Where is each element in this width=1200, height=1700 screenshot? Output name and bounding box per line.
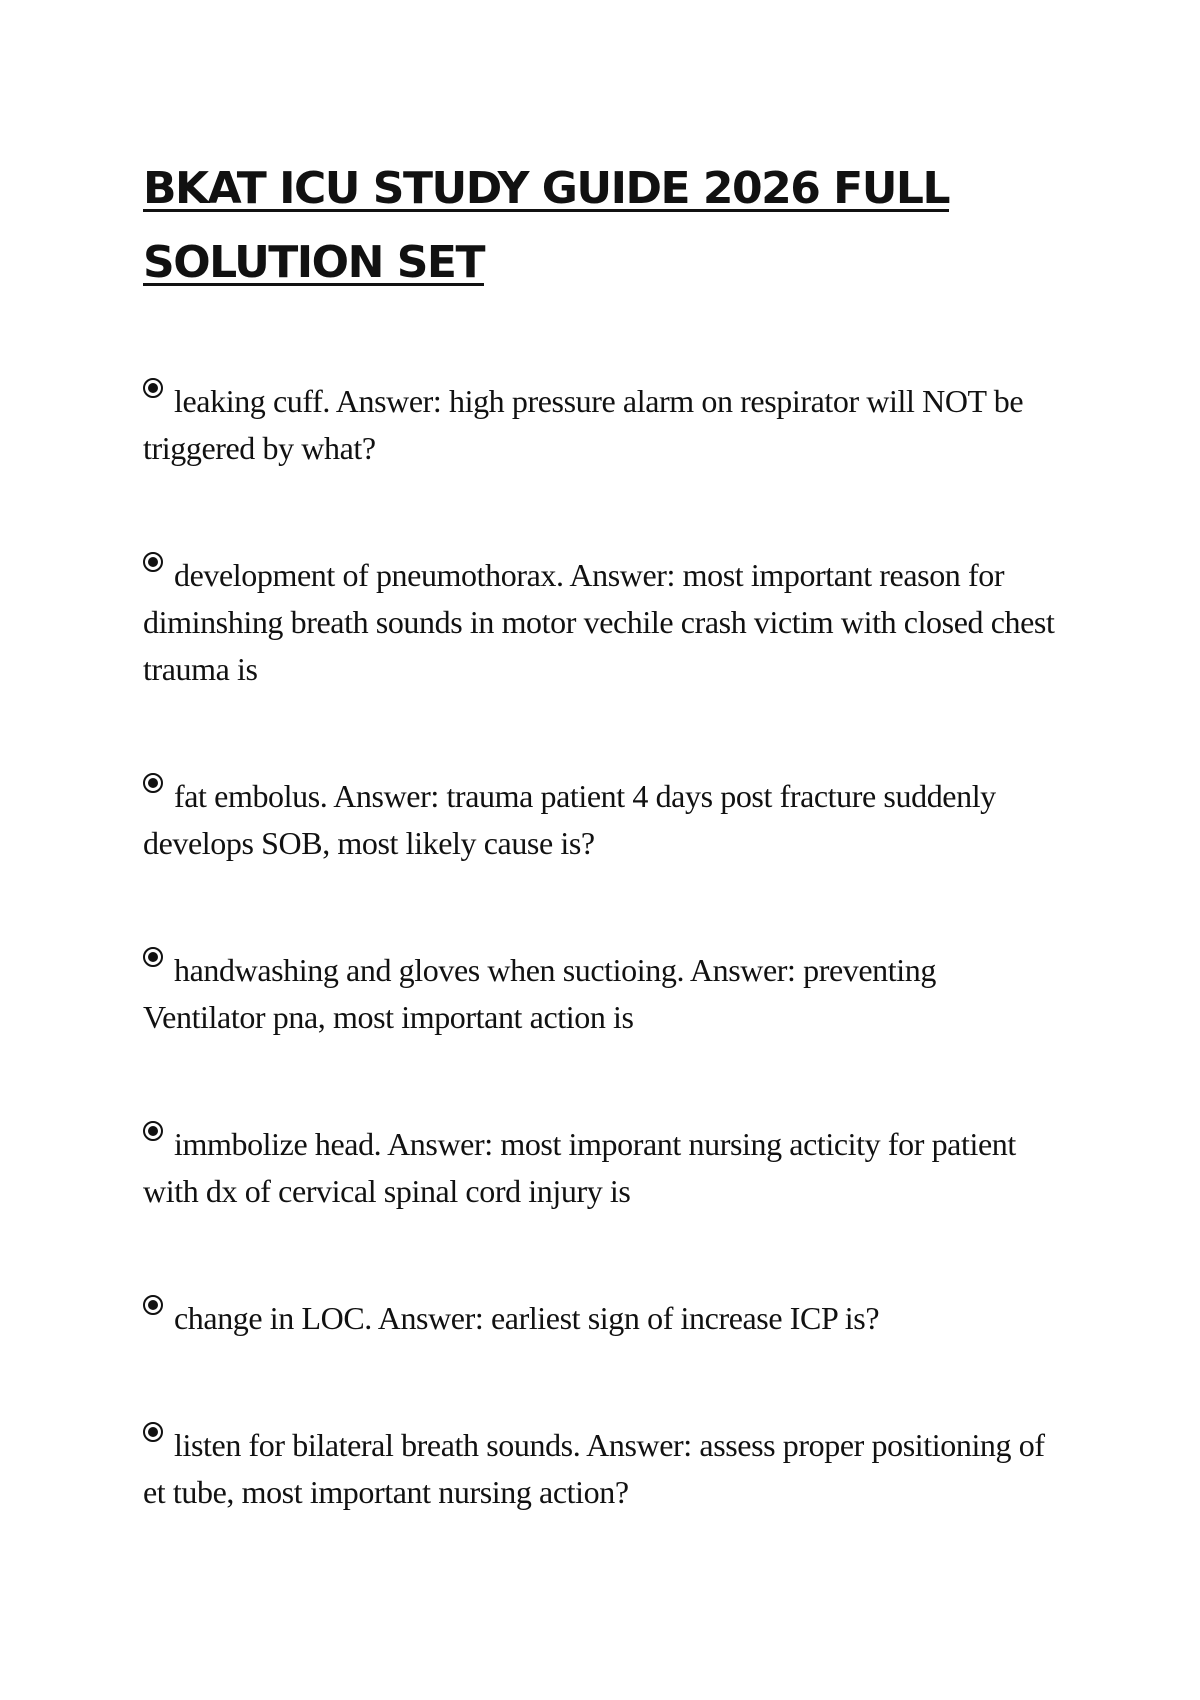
fisheye-bullet-icon bbox=[143, 552, 163, 572]
qa-item bbox=[143, 947, 1063, 1041]
qa-item-text: development of pneumothorax. Answer: most important reason for diminshing breath sounds in motor vechile crash victim with closed chest trauma is bbox=[143, 557, 1055, 687]
fisheye-bullet-icon bbox=[143, 1121, 163, 1141]
qa-item bbox=[143, 552, 1063, 693]
qa-item-text: fat embolus. Answer: trauma patient 4 days post fracture suddenly develops SOB, most likely cause is? bbox=[143, 778, 996, 861]
qa-item-text: listen for bilateral breath sounds. Answer: assess proper positioning of et tube, most important nursing action? bbox=[143, 1427, 1045, 1510]
qa-item bbox=[143, 773, 1063, 867]
document-title: BKAT ICU STUDY GUIDE 2026 FULL SOLUTION SET bbox=[143, 163, 949, 288]
qa-item bbox=[143, 378, 1063, 472]
qa-item bbox=[143, 1422, 1063, 1516]
qa-item-text: immbolize head. Answer: most imporant nursing acticity for patient with dx of cervical spinal cord injury is bbox=[143, 1126, 1016, 1209]
qa-item bbox=[143, 1121, 1063, 1215]
qa-list bbox=[143, 378, 1063, 1516]
qa-item-text: change in LOC. Answer: earliest sign of increase ICP is? bbox=[174, 1300, 880, 1336]
fisheye-bullet-icon bbox=[143, 1422, 163, 1442]
fisheye-bullet-icon bbox=[143, 378, 163, 398]
fisheye-bullet-icon bbox=[143, 1295, 163, 1315]
fisheye-bullet-icon bbox=[143, 773, 163, 793]
qa-item bbox=[143, 1295, 1063, 1342]
qa-item-text: leaking cuff. Answer: high pressure alarm on respirator will NOT be triggered by what? bbox=[143, 383, 1024, 466]
qa-item-text: handwashing and gloves when suctioing. Answer: preventing Ventilator pna, most important action is bbox=[143, 952, 936, 1035]
fisheye-bullet-icon bbox=[143, 947, 163, 967]
